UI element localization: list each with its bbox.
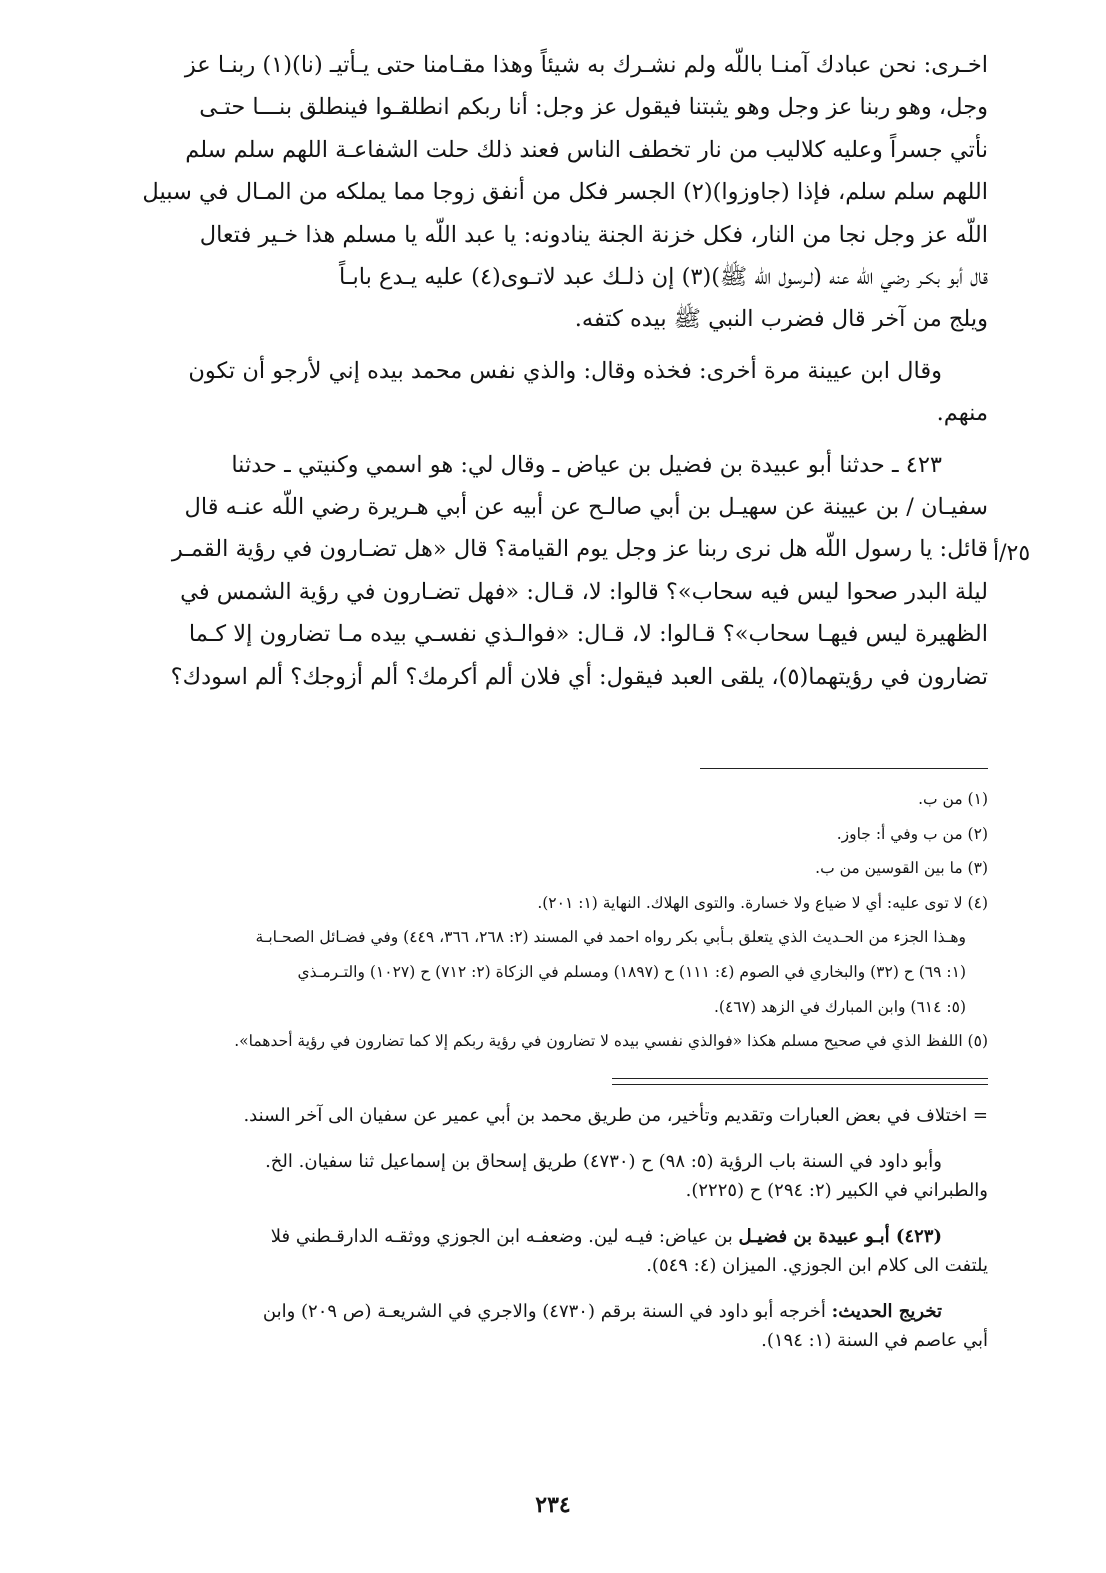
footnote: (١: ٦٩) ح (٣٢) والبخاري في الصوم (٤: ١١١) ح (١٨٩٧) ومسلم في الزكاة (٢: ٧١٢) ح (١٠٢٧) والتـرمـذي xyxy=(297,962,966,981)
note-line: وأبو داود في السنة باب الرؤية (٥: ٩٨) ح (٤٧٣٠) طريق إسحاق بن إسماعيل ثنا سفيان. الخ. xyxy=(265,1151,942,1172)
main-line: قائل: يا رسول اللّه هل نرى ربنا عز وجل يوم القيامة؟ قال «هل تضـارون في رؤية القمـر xyxy=(171,536,988,563)
note-line: والطبراني في الكبير (٢: ٢٩٤) ح (٢٢٢٥). xyxy=(685,1180,988,1201)
editor-notes xyxy=(112,1101,988,1355)
note-line: أبي عاصم في السنة (١: ١٩٤). xyxy=(761,1330,988,1351)
main-line: ويلج من آخر قال فضرب النبي ﷺ بيده كتفه. xyxy=(574,306,988,333)
narrator-name: (٤٢٣) أبـو عبيدة بن فضيـل xyxy=(738,1226,942,1247)
footnote: (٤) لا توى عليه: أي لا ضياع ولا خسارة. والتوى الهلاك. النهاية (١: ٢٠١). xyxy=(537,893,988,912)
footnote: (٢) من ب وفي أ: جاوز. xyxy=(836,824,988,843)
main-line: تضارون في رؤيتهما(٥)، يلقى العبد فيقول: أي فلان ألم أكرمك؟ ألم أزوجك؟ ألم اسودك؟ xyxy=(170,663,988,690)
main-line: اللهم سلم سلم، فإذا (جاوزوا)(٢) الجسر فكل من أنفق زوجا مما يملكه من المـال في سبيل xyxy=(142,179,988,206)
main-line: وجل، وهو ربنا عز وجل وهو يثبتنا فيقول عز وجل: أنا ربكم انطلقـوا فينطلق بنـــا حتـى xyxy=(199,94,988,121)
takhrij-text: أخرجه أبو داود في السنة برقم (٤٧٣٠) والاجري في الشريعـة (ص ٢٠٩) وابن xyxy=(262,1301,832,1322)
main-line: قال أبو بكـر رضي اللّه عنه (لـرسول اللّه ﷺ)(٣) إن ذلـك عبد لاتـوى(٤) عليه يـدع بابـاً xyxy=(339,264,988,291)
takhrij-label: تخريج الحديث: xyxy=(831,1301,942,1322)
footnote: (٣) ما بين القوسين من ب. xyxy=(815,859,988,878)
page-number: ٢٣٤ xyxy=(535,1492,571,1518)
note-line: يلتفت الى كلام ابن الجوزي. الميزان (٤: ٥٤٩). xyxy=(646,1255,988,1276)
main-line: سفيـان / بن عيينة عن سهيـل بن أبي صالـح عن أبيه عن أبي هـريرة رضي اللّه عنـه قال xyxy=(184,494,988,521)
main-line: ليلة البدر صحوا ليس فيه سحاب»؟ قالوا: لا، قـال: «فهل تضـارون في رؤية الشمس في xyxy=(180,578,988,605)
main-line: الظهيرة ليس فيهـا سحاب»؟ قـالوا: لا، قـال: «فوالـذي نفسـي بيده مـا تضارون إلا كـما xyxy=(188,621,988,648)
footnote: وهـذا الجزء من الحـديث الذي يتعلق بـأبي بكر رواه احمد في المسند (٢: ٢٦٨، ٣٦٦، ٤٤٩) وفي فضـائل الصحـابـة xyxy=(255,928,966,947)
footnote: (١) من ب. xyxy=(918,790,988,808)
footnote: (٥) اللفظ الذي في صحيح مسلم هكذا «فوالذي نفسي بيده لا تضارون في رؤية ربكم إلا كما تضارون في رؤية أحدهما». xyxy=(234,1032,988,1051)
notes-separator-top xyxy=(612,1078,988,1079)
footnote: (٥: ٦١٤) وابن المبارك في الزهد (٤٦٧). xyxy=(713,997,966,1016)
notes-separator-bottom xyxy=(612,1084,988,1085)
main-line: اخـرى: نحن عبادك آمنـا باللّه ولم نشـرك به شيئاً وهذا مقـامنا حتى يـأتيـ (نا)(١) ربنـا عز xyxy=(184,52,988,78)
folio-margin-note: ٢٥/أ xyxy=(993,541,1031,566)
narrator-text: بن عياض: فيـه لين. وضعفـه ابن الجوزي ووثقـه الدارقـطني فلا xyxy=(270,1226,739,1247)
main-line: نأتي جسراً وعليه كلاليب من نار تخطف الناس فعند ذلك حلت الشفاعـة اللهم سلم سلم xyxy=(185,136,988,163)
main-line: اللّه عز وجل نجا من النار، فكل خزنة الجنة ينادونه: يا عبد اللّه يا مسلم هذا خـير فتعال xyxy=(199,221,988,248)
main-line: وقال ابن عيينة مرة أخرى: فخذه وقال: والذي نفس محمد بيده إني لأرجو أن تكون xyxy=(188,357,942,384)
footnotes xyxy=(112,782,988,1059)
hadith-number-line: ٤٢٣ ـ حدثنا أبو عبيدة بن فضيل بن عياض ـ وقال لي: هو اسمي وكنيتي ـ حدثنا xyxy=(231,451,942,478)
takhrij-note xyxy=(112,1297,988,1326)
main-line: منهم. xyxy=(936,400,988,427)
main-text xyxy=(112,44,988,698)
narrator-note xyxy=(112,1222,988,1251)
footnote-separator xyxy=(700,768,988,769)
note-paragraph: = اختلاف في بعض العبارات وتقديم وتأخير، من طريق محمد بن أبي عمير عن سفيان الى آخر السند. xyxy=(243,1105,988,1126)
